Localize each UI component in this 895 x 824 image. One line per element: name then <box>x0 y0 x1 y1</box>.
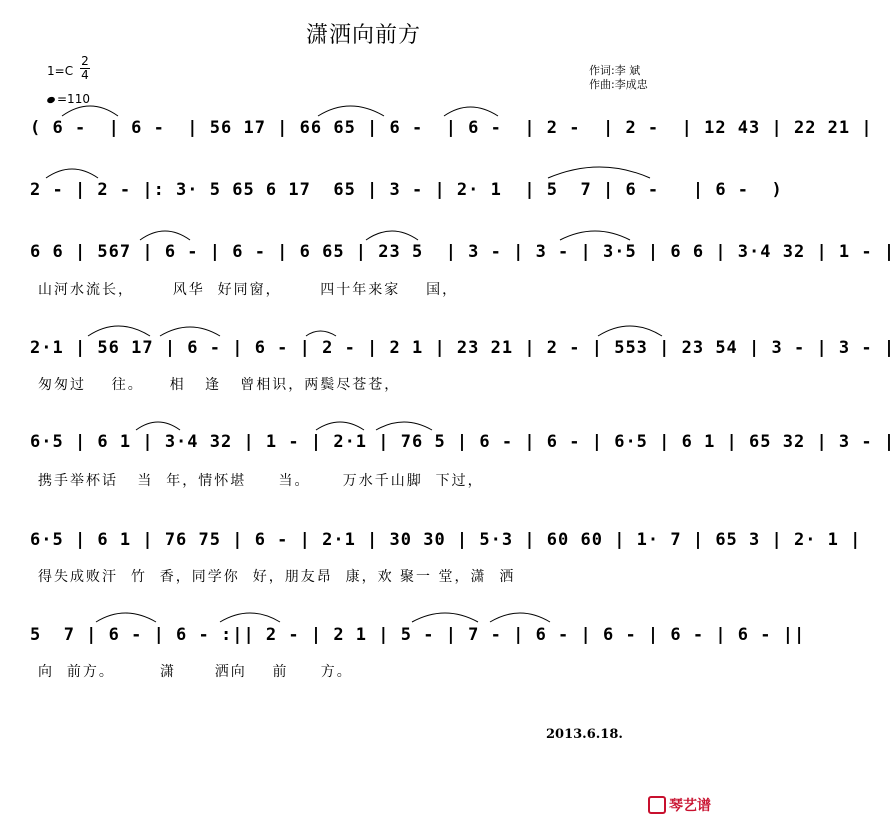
notation-row-6: 6·5 | 6 1 | 76 75 | 6 - | 2·1 | 30 30 | 5·3 | 60 60 | 1· 7 | 65 3 | 2· 1 | <box>30 530 862 550</box>
tempo-value: =110 <box>57 92 90 106</box>
date: 2013.6.18. <box>546 727 623 742</box>
lyric-row-3: 山河水流长， 风华 好同窗， 四十年来家 国， <box>38 282 459 298</box>
notation-row-2: 2 - | 2 - |: 3· 5 65 6 17 65 | 3 - | 2· 1 | 5 7 | 6 - | 6 - ) <box>30 180 783 200</box>
notation-row-3: 6 6 | 567 | 6 - | 6 - | 6 65 | 23 5 | 3 - | 3 - | 3·5 | 6 6 | 3·4 32 | 1 - | <box>30 242 895 262</box>
meter-bottom: 4 <box>81 68 89 82</box>
slur <box>412 613 478 622</box>
slur <box>306 331 336 336</box>
logo-icon <box>648 796 666 814</box>
lyricist: 作词:李 斌 <box>589 64 641 77</box>
quarter-note-icon <box>46 95 56 103</box>
slur <box>366 231 418 240</box>
slur <box>316 422 364 430</box>
slur <box>46 169 98 178</box>
lyric-row-7: 向 前方。 潇 洒向 前 方。 <box>38 664 353 680</box>
slur <box>444 107 498 116</box>
slur <box>160 327 220 336</box>
notation-row-5: 6·5 | 6 1 | 3·4 32 | 1 - | 2·1 | 76 5 | 6 - | 6 - | 6·5 | 6 1 | 65 32 | 3 - | <box>30 432 895 452</box>
slur <box>318 106 384 116</box>
slur <box>376 422 432 430</box>
notation-row-1: ( 6 - | 6 - | 56 17 | 66 65 | 6 - | 6 - | 2 - | 2 - | 12 43 | 22 21 | <box>30 118 873 138</box>
lyric-row-4: 匆匆过 往。 相 逢 曾相识，两鬓尽苍苍， <box>38 377 401 393</box>
slur <box>136 422 180 430</box>
composer: 作曲:李成忠 <box>589 78 648 91</box>
slur <box>88 326 150 336</box>
tempo-marking <box>47 92 90 106</box>
slur <box>220 613 280 622</box>
watermark-logo <box>648 795 711 815</box>
logo-text: 琴艺谱 <box>669 798 711 814</box>
lyric-row-5: 携手举杯话 当 年，情怀堪 当。 万水千山脚 下过， <box>38 473 484 489</box>
slur <box>598 326 662 336</box>
notation-row-4: 2·1 | 56 17 | 6 - | 6 - | 2 - | 2 1 | 23 21 | 2 - | 553 | 23 54 | 3 - | 3 - | <box>30 338 895 358</box>
slur <box>96 613 156 622</box>
meter-top: 2 <box>81 54 89 68</box>
slur <box>548 167 650 178</box>
notation-row-7: 5 7 | 6 - | 6 - :|| 2 - | 2 1 | 5 - | 7 - | 6 - | 6 - | 6 - | 6 - || <box>30 625 806 645</box>
slur <box>140 231 190 240</box>
slur <box>490 613 550 622</box>
lyric-row-6: 得失成败汗 竹 香，同学你 好，朋友昂 康，欢 聚一 堂，潇 洒 <box>38 569 516 585</box>
song-title: 潇洒向前方 <box>305 23 421 48</box>
slur <box>62 106 118 116</box>
time-signature <box>80 55 90 82</box>
credits <box>589 64 648 92</box>
key-signature: 1=C <box>47 64 74 78</box>
slur <box>560 231 630 240</box>
